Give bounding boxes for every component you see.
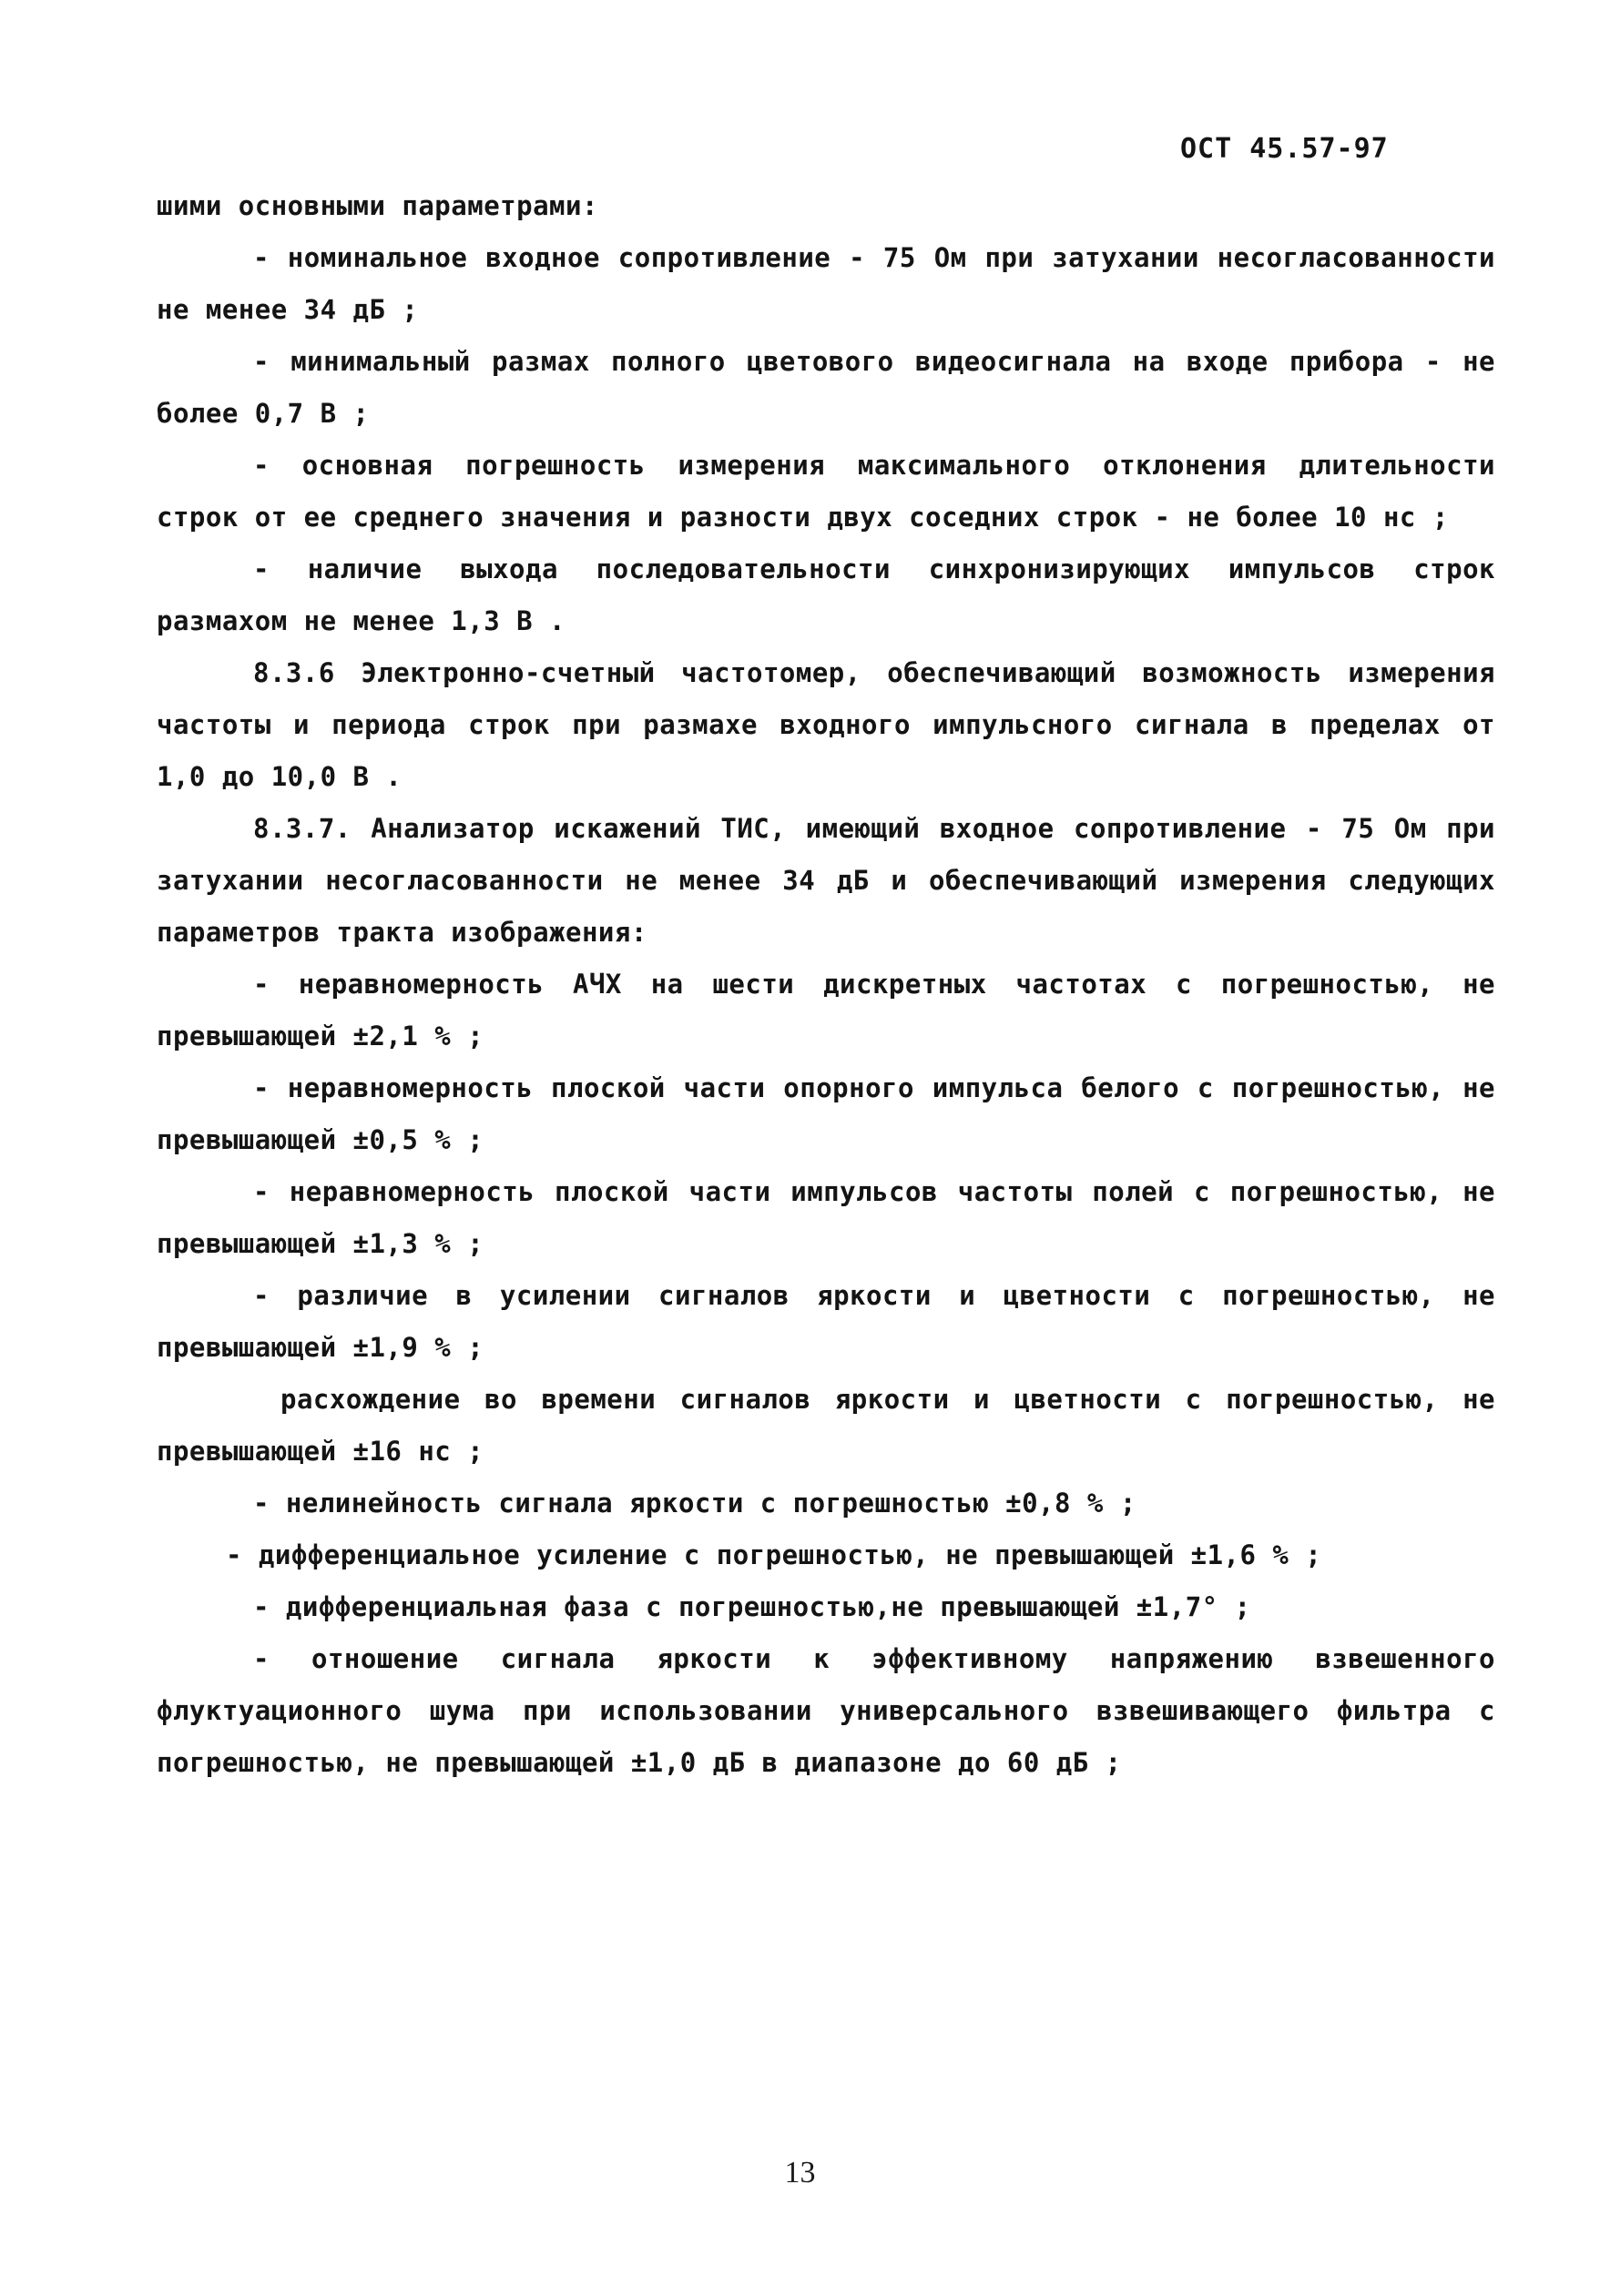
paragraph-sync-output: - наличие выхода последовательности синхронизирующих импульсов строк размахом не менее 1,3 В . <box>157 554 1495 636</box>
paragraph-field-pulse: - неравномерность плоской части импульсов частоты полей с погрешностью, не превышающей ±1,3 % ; <box>157 1176 1495 1259</box>
document-code: ОСТ 45.57-97 <box>1180 133 1389 165</box>
paragraph-gain-difference: - различие в усилении сигналов яркости и цветности с погрешностью, не превышающей ±1,9 % ; <box>157 1280 1495 1363</box>
paragraph-diff-gain: - дифференциальное усиление с погрешностью, не превышающей ±1,6 % ; <box>226 1539 1322 1570</box>
paragraph-main-error: - основная погрешность измерения максимального отклонения длительности строк от ее среднего значения и разности двух соседних строк - не более 10 нс ; <box>157 450 1495 533</box>
paragraph-8-3-7: 8.3.7. Анализатор искажений ТИС, имеющий входное сопротивление - 75 Ом при затухании несогласованности не менее 34 дБ и обеспечивающий измерения следующих параметров тракта изображения: <box>157 813 1495 948</box>
paragraph-min-swing: - минимальный размах полного цветового видеосигнала на входе прибора - не более 0,7 В ; <box>157 346 1495 429</box>
paragraph-input-impedance: - номинальное входное сопротивление - 75 Ом при затухании несогласованности не менее 34 дБ ; <box>157 242 1495 325</box>
paragraph-time-difference: расхождение во времени сигналов яркости и цветности с погрешностью, не превышающей ±16 нс ; <box>157 1384 1495 1467</box>
paragraph-white-pulse: - неравномерность плоской части опорного импульса белого с погрешностью, не превышающей ±0,5 % ; <box>157 1072 1495 1155</box>
paragraph-diff-phase: - дифференциальная фаза с погрешностью,не превышающей ±1,7° ; <box>253 1591 1251 1622</box>
paragraph-luma-nonlinearity: - нелинейность сигнала яркости с погрешностью ±0,8 % ; <box>253 1488 1136 1519</box>
page-number: 13 <box>784 2156 816 2189</box>
body-text <box>157 180 1495 1789</box>
paragraph-afc-nonuniformity: - неравномерность АЧХ на шести дискретных частотах с погрешностью, не превышающей ±2,1 % ; <box>157 969 1495 1051</box>
paragraph-8-3-6: 8.3.6 Электронно-счетный частотомер, обеспечивающий возможность измерения частоты и периода строк при размахе входного импульсного сигнала в пределах от 1,0 до 10,0 В . <box>157 657 1495 792</box>
paragraph-continuation: шими основными параметрами: <box>157 190 598 221</box>
paragraph-noise-ratio: - отношение сигнала яркости к эффективному напряжению взвешенного флуктуационного шума при использовании универсального взвешивающего фильтра с погрешностью, не превышающей ±1,0 дБ в диапазоне до 60 дБ ; <box>157 1643 1495 1778</box>
